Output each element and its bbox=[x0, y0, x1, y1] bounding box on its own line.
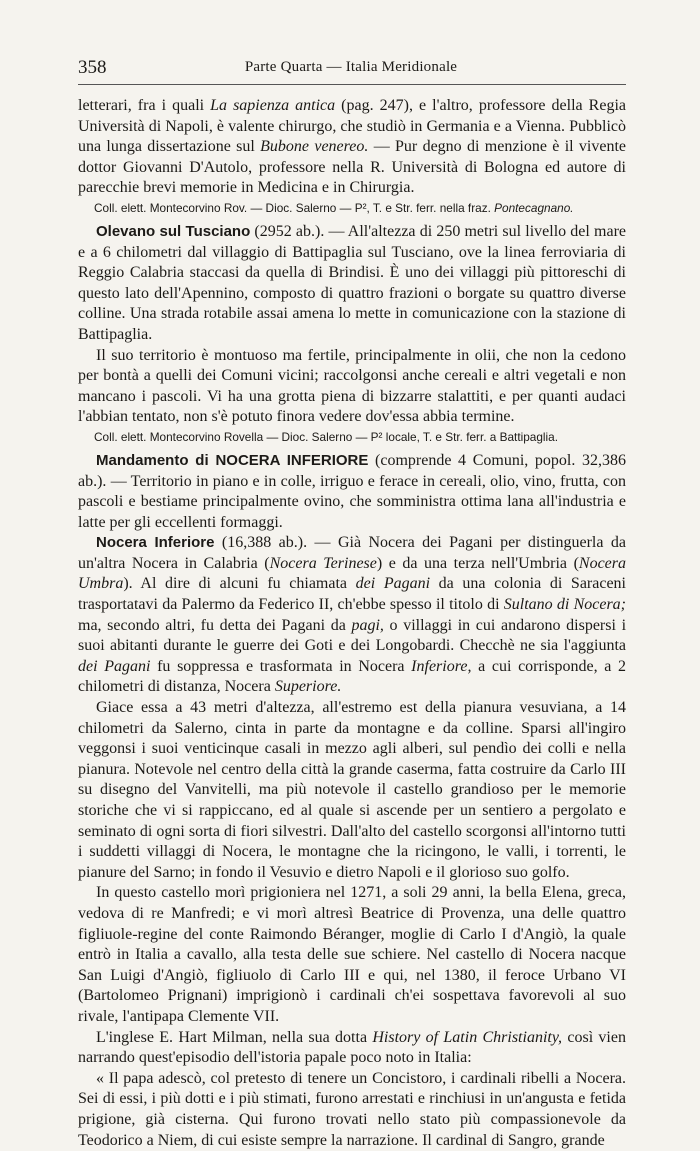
italic-term: Sultano di Nocera; bbox=[503, 596, 626, 614]
paragraph-giace: Giace essa a 43 metri d'altezza, all'estremo est della pianura vesuviana, a 14 chilometri da Salerno, cinta in parte da montagne e da colline. Sparsi all'ingiro veggonsi i suoi venticinque casali in mezzo agli alberi, sul pendìo dei colli e nella pianura. Notevole nel centro della città la grande caserma, fatta costruire da Carlo III su disegno del Vanvitelli, ma più notevole il castello grandioso per le memorie storiche che vi si rappiccano, ed al quale si ascende per un sentiero a pergolato e seminato di ogni sorta di fiori silvestri. Dall'alto del castello scorgonsi all'intorno tutti i suddetti villaggi di Nocera, le montagne che la ricingono, le valli, i torrenti, le pianure del Sarno; in fondo il Vesuvio e dietro Napoli e il glorioso suo golfo. bbox=[78, 699, 626, 881]
entry-heading: Nocera Inferiore bbox=[96, 534, 215, 552]
italic-term: pagi, bbox=[351, 616, 384, 634]
text: ma, secondo altri, fu detta dei Pagani da bbox=[78, 616, 352, 634]
text: ). Al dire di alcuni fu chiamata bbox=[123, 575, 356, 593]
book-title: History of Latin Christianity, bbox=[372, 1028, 563, 1046]
paragraph-castello: In questo castello morì prigioniera nel 1271, a soli 29 anni, la bella Elena, greca, vedova di re Manfredi; e vi morì altresì Beatrice di Provenza, una delle quattro figliuole-regine del conte Raimondo Béranger, moglie di Carlo I d'Angiò, la quale entrò in Italia a cavallo, alla testa delle sue schiere. Nel castello di Nocera nacque San Luigi d'Angiò, figliuolo di Carlo III e qui, nel 1380, il feroce Urbano VI (Bartolomeo Prignani) imprigionò i cardinali ch'ei sospettava favorevoli al suo rivale, l'antipapa Clemente VII. bbox=[78, 884, 626, 1025]
paragraph-continuation bbox=[78, 96, 626, 199]
note-place: Pontecagnano. bbox=[494, 200, 574, 215]
paragraph-territorio: Il suo territorio è montuoso ma fertile, principalmente in olii, che non la cedono per bontà a quelli dei Comuni vicini; raccolgonsi anche cereali e altri vegetali e non mancano i pascoli. Vi ha una grotta piena di bizzarre stalattiti, e per quanti audaci l'abbian tentato, non s'è potuto finora vedere dov'essa abbia termine. bbox=[78, 346, 626, 426]
text: (pag. 247), e l'altro, professore della Regia Università di Napoli, è valente chirurgo, che studiò in Germania e a Vienna. Pubblicò una lunga dissertazione sul bbox=[78, 97, 626, 156]
running-head: Parte Quarta — Italia Meridionale bbox=[244, 59, 458, 75]
italic-term: dei Pagani bbox=[78, 657, 151, 675]
paragraph-quotation: « Il papa adescò, col pretesto di tenere un Concistoro, i cardinali ribelli a Nocera. Sei di essi, i più dotti e i più stimati, furono arrestati e rinchiusi in un'angusta e fetida prigione, già cisterna. Qui furono trovati nello stato più compassionevole da Teodorico a Niem, di cui esiste sempre la narrazione. Il cardinal di Sangro, grande bbox=[78, 1069, 626, 1149]
text: o villaggi in cui andarono dispersi i suoi abitanti durante le guerre dei Goti e dei Longobardi. Checchè ne sia l'aggiunta bbox=[78, 616, 627, 655]
entry-olevano bbox=[78, 222, 626, 346]
entry-heading: Mandamento di NOCERA INFERIORE bbox=[96, 451, 369, 469]
page-body bbox=[78, 96, 626, 1151]
paragraph-milman bbox=[78, 1028, 626, 1069]
text: così vien narrando quest'episodio dell'istoria papale poco noto in Italia: bbox=[78, 1028, 626, 1067]
text: letterari, fra i quali bbox=[78, 97, 211, 114]
italic-term: Superiore. bbox=[274, 678, 342, 696]
electoral-note bbox=[78, 200, 626, 216]
italic-term: Inferiore, bbox=[411, 657, 472, 675]
text: da una colonia di Saraceni trasportatavi da Palermo da Federico II, ch'ebbe spesso il titolo di bbox=[78, 575, 626, 614]
text: L'inglese E. Hart Milman, nella sua dotta bbox=[96, 1028, 373, 1046]
book-title: Bubone venereo. bbox=[260, 138, 369, 156]
text: fu soppressa e trasformata in Nocera bbox=[150, 657, 412, 675]
italic-term: dei Pagani bbox=[355, 575, 431, 593]
note-text: Coll. elett. Montecorvino Rov. — Dioc. Salerno — P², T. e Str. ferr. nella fraz. bbox=[94, 200, 495, 215]
page-header bbox=[78, 57, 624, 81]
entry-heading: Olevano sul Tusciano bbox=[96, 222, 251, 240]
book-title: La sapienza antica bbox=[210, 97, 336, 114]
italic-term: Nocera Umbra bbox=[78, 554, 627, 593]
entry-text: (comprende 4 Comuni, popol. 32,386 ab.). — Territorio in piano e in colle, irriguo e ferace in cereali, olio, vino, frutta, con pascoli e bestiame principalmente ovino, che somministra ottima lana all'industria e latte per gli eccellenti formaggi. bbox=[78, 451, 626, 531]
italic-term: Nocera Terinese bbox=[269, 554, 377, 572]
text: ) e da una terza nell'Umbria ( bbox=[376, 554, 579, 572]
page-number: 358 bbox=[78, 57, 107, 78]
text: — Pur degno di menzione è il vivente dottor Giovanni D'Autolo, professore nella R. Università di Bologna ed autore di parecchie brevi memorie in Medicina e in Chirurgia. bbox=[78, 138, 627, 197]
entry-mandamento bbox=[78, 451, 626, 533]
electoral-note: Coll. elett. Montecorvino Rovella — Dioc. Salerno — P² locale, T. e Str. ferr. a Battipaglia. bbox=[94, 429, 559, 444]
text: (16,388 ab.). — Già Nocera dei Pagani per distinguerla da un'altra Nocera in Calabria ( bbox=[78, 534, 626, 572]
header-rule bbox=[78, 84, 626, 85]
entry-nocera-inferiore bbox=[78, 533, 626, 698]
text: a cui corrisponde, a 2 chilometri di distanza, Nocera bbox=[78, 657, 627, 696]
entry-text: (2952 ab.). — All'altezza di 250 metri sul livello del mare e a 6 chilometri dal villaggio di Battipaglia sul Tusciano, ove la linea ferroviaria di Reggio Calabria staccasi da quella di Brindisi. È uno dei villaggi più pittoreschi di questo lato dell'Apennino, composto di quattro frazioni o borgate su quattro diverse colline. Una strada rotabile assai amena lo mette in comunicazione con la stazione di Battipaglia. bbox=[78, 222, 626, 343]
